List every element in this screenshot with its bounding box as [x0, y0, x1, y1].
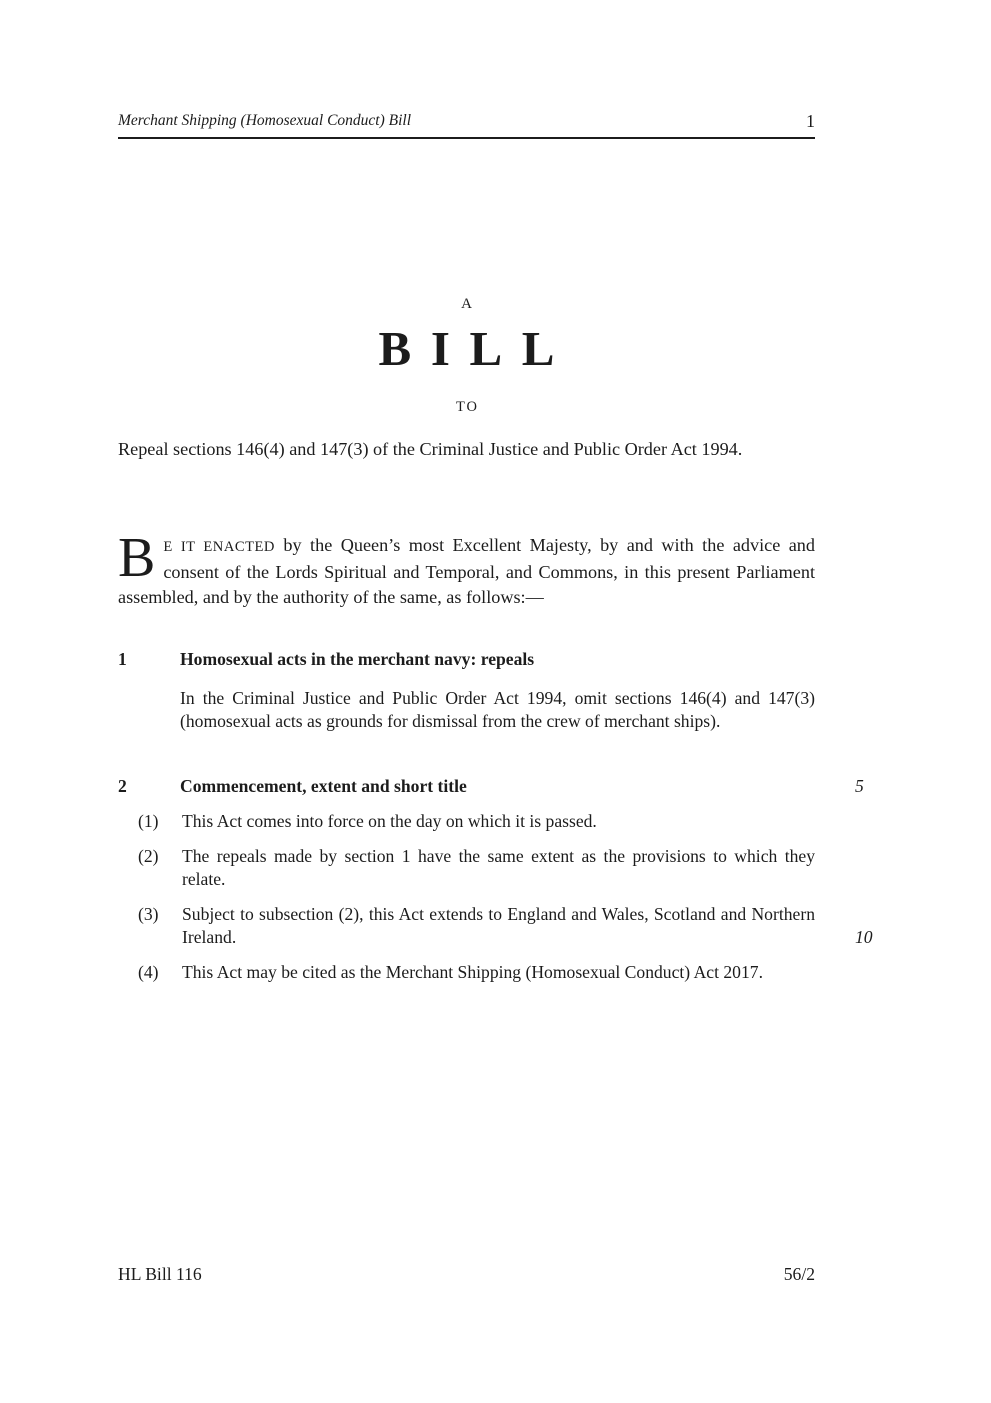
section-1-number: 1 — [118, 649, 127, 669]
subsection-2-number: (2) — [138, 846, 159, 866]
subsection-1 — [118, 810, 815, 833]
subsection-1-text: This Act comes into force on the day on which it is passed. — [182, 811, 597, 831]
section-1-paragraph: In the Criminal Justice and Public Order Act 1994, omit sections 146(4) and 147(3) (homosexual acts as grounds for dismissal from the crew of merchant ships). — [180, 688, 815, 731]
subsection-3-number: (3) — [138, 904, 159, 924]
section-1 — [118, 648, 815, 733]
enacting-small-caps: E IT ENACTED — [163, 539, 275, 555]
enacting-formula — [118, 527, 815, 610]
subsection-4-text: This Act may be cited as the Merchant Shipping (Homosexual Conduct) Act 2017. — [182, 962, 763, 982]
subsection-3-text: Subject to subsection (2), this Act extends to England and Wales, Scotland and Northern Ireland. — [182, 904, 815, 947]
section-2-heading: Commencement, extent and short title — [180, 776, 467, 796]
section-2-heading-row — [118, 775, 864, 798]
front-matter-preposition: TO — [455, 399, 480, 415]
margin-line-number-5: 5 — [855, 776, 864, 796]
bill-title: BILL — [378, 321, 575, 376]
page-footer — [118, 1264, 815, 1285]
long-title: Repeal sections 146(4) and 147(3) of the Criminal Justice and Public Order Act 1994. — [118, 439, 743, 459]
section-1-heading: Homosexual acts in the merchant navy: repeals — [180, 649, 535, 669]
enacting-text: by the Queen’s most Excellent Majesty, by and with the advice and consent of the Lords Spiritual and Temporal, and Commons, in this present Parliament assembled, and by the authority of the same, as follows:— — [118, 535, 815, 607]
subsection-1-number: (1) — [138, 811, 159, 831]
margin-line-number-10: 10 — [855, 927, 873, 947]
subsection-2-text: The repeals made by section 1 have the same extent as the provisions to which they relate. — [182, 846, 815, 889]
running-header-title: Merchant Shipping (Homosexual Conduct) Bill — [118, 112, 412, 129]
running-header — [118, 112, 815, 139]
subsection-4 — [118, 961, 815, 984]
session-code: 56/2 — [783, 1264, 815, 1284]
page-content — [118, 0, 873, 1403]
section-2 — [118, 775, 873, 984]
front-matter-article: A — [461, 296, 474, 312]
section-1-heading-row — [118, 648, 815, 671]
bill-reference: HL Bill 116 — [118, 1264, 202, 1284]
subsection-3 — [118, 903, 873, 949]
page-number: 1 — [806, 111, 815, 131]
section-2-number: 2 — [118, 776, 127, 796]
subsection-4-number: (4) — [138, 962, 159, 982]
subsection-2 — [118, 845, 815, 891]
enacting-drop-cap: B — [118, 527, 156, 589]
